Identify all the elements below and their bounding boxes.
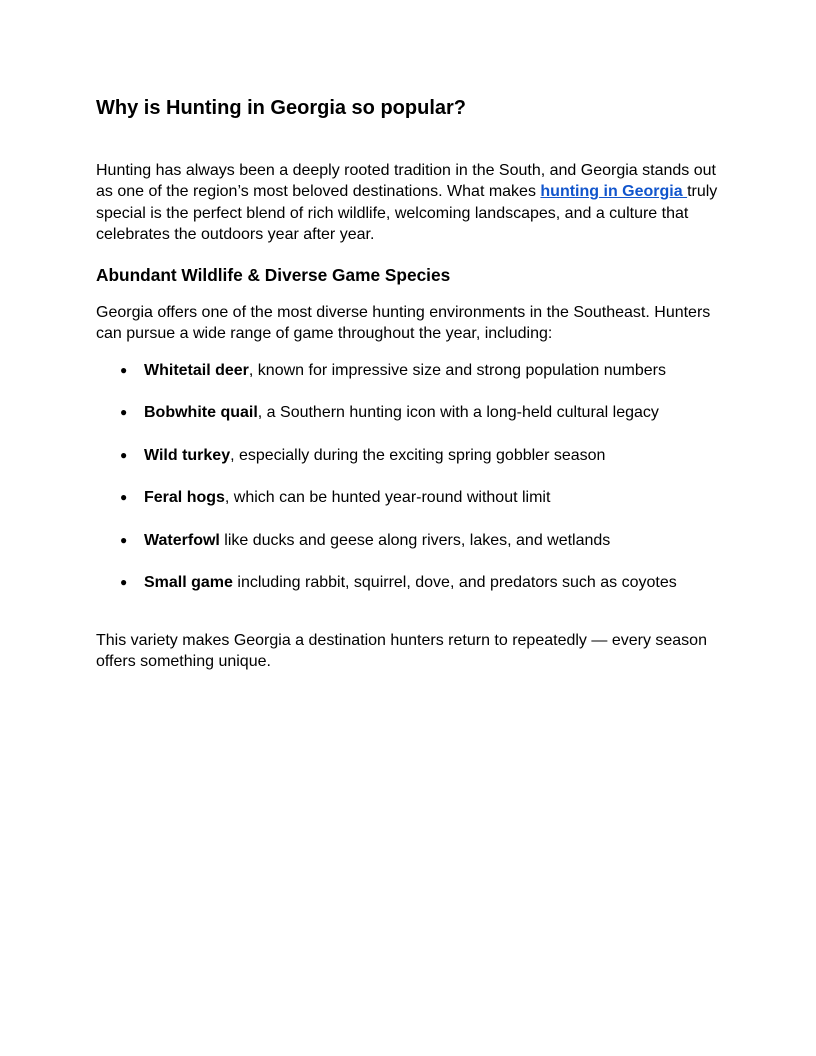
list-item bbox=[96, 572, 726, 614]
species-name: Wild turkey bbox=[144, 446, 231, 464]
bullet-icon: ● bbox=[120, 447, 128, 462]
intro-text-before-link: Hunting has always been a deeply rooted tradition in the South, and Georgia stands out as one of the region’s most beloved destinations. What makes bbox=[96, 162, 716, 201]
bullet-icon: ● bbox=[120, 363, 128, 377]
species-name: Waterfowl bbox=[144, 531, 220, 549]
species-name: Small game bbox=[144, 573, 233, 591]
intro-text-after-link: truly special is the perfect blend of rich wildlife, welcoming landscapes, and a culture that celebrates the outdoors year after year. bbox=[96, 183, 718, 243]
list-item bbox=[96, 487, 726, 529]
list-item bbox=[96, 445, 726, 487]
bullet-icon: ● bbox=[120, 405, 128, 420]
intro-paragraph bbox=[96, 160, 726, 245]
list-item bbox=[96, 530, 726, 572]
page-title: Why is Hunting in Georgia so popular? bbox=[96, 97, 466, 119]
hunting-in-georgia-link[interactable]: hunting in Georgia bbox=[540, 183, 688, 201]
species-name: Whitetail deer bbox=[144, 362, 249, 379]
section-lead-paragraph: Georgia offers one of the most diverse hunting environments in the Southeast. Hunters can pursue a wide range of game throughout the year, including: bbox=[96, 304, 711, 343]
species-description: , which can be hunted year-round without limit bbox=[224, 489, 551, 507]
species-description: like ducks and geese along rivers, lakes, and wetlands bbox=[219, 531, 611, 549]
list-item bbox=[96, 402, 726, 444]
species-description: , a Southern hunting icon with a long-held cultural legacy bbox=[257, 404, 659, 422]
species-list bbox=[96, 360, 726, 614]
bullet-icon: ● bbox=[120, 490, 128, 505]
list-item bbox=[96, 360, 726, 402]
bullet-icon: ● bbox=[120, 532, 128, 547]
species-description: including rabbit, squirrel, dove, and predators such as coyotes bbox=[232, 573, 677, 591]
section-heading: Abundant Wildlife & Diverse Game Species bbox=[96, 265, 451, 285]
species-description: , known for impressive size and strong population numbers bbox=[248, 362, 667, 379]
bullet-icon: ● bbox=[120, 574, 128, 589]
closing-paragraph: This variety makes Georgia a destination hunters return to repeatedly — every season offers something unique. bbox=[96, 632, 707, 671]
species-description: , especially during the exciting spring gobbler season bbox=[230, 446, 606, 464]
species-name: Bobwhite quail bbox=[144, 404, 258, 422]
species-name: Feral hogs bbox=[144, 489, 225, 507]
